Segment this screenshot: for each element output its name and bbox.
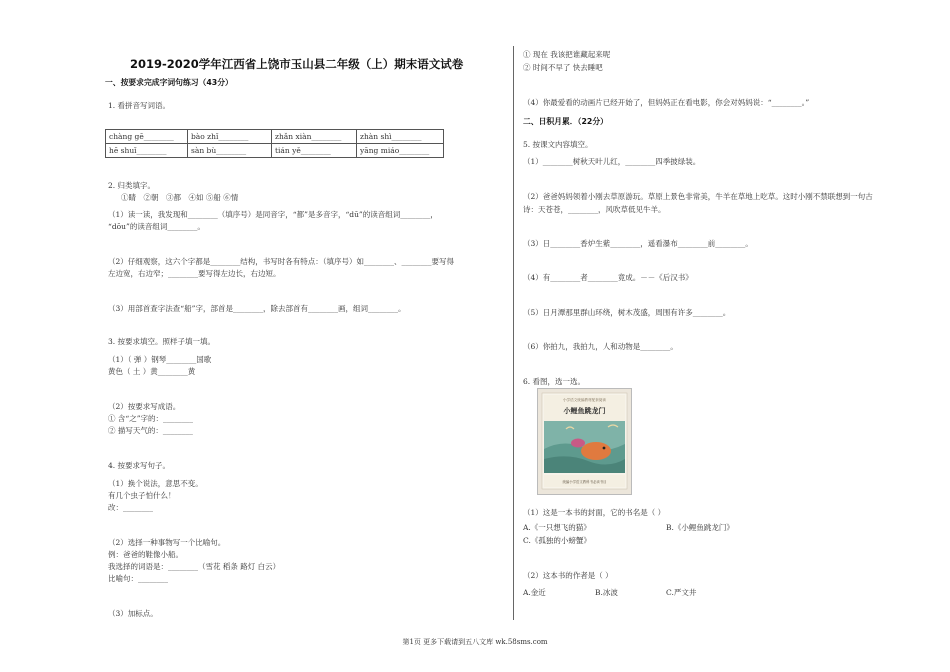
book-publisher-label: 统编小学语文教科书必读书目	[562, 480, 607, 484]
question-3: 3. 按要求填空。照样子填一填。	[108, 337, 216, 346]
question-4-2-choice: 我选择的词语是：________（雪花 稻条 路灯 白云）	[108, 562, 281, 571]
book-series-label: 小学语文统编教材配套阅读	[562, 398, 607, 402]
question-6-2: （2）这本书的作者是（ ）	[523, 571, 613, 580]
page-title: 2019-2020学年江西省上饶市玉山县二年级（上）期末语文试卷	[130, 57, 464, 71]
pinyin-cell: bào zhǐ________	[188, 130, 272, 144]
pinyin-cell: tián yě________	[272, 144, 357, 158]
question-4-4: （4）你最爱看的动画片已经开始了，但妈妈正在看电影，你会对妈妈说：“________。”	[523, 98, 810, 107]
question-2-3: （3）用部首查字法查“船”字，部首是________，除去部首有________画，组词________。	[108, 304, 406, 313]
question-3-2: （2）按要求写成语。	[108, 402, 181, 411]
question-4-1: （1）换个说法，意思不变。	[108, 479, 203, 488]
question-3-2-b: ② 描写天气的：________	[108, 426, 193, 435]
option-6-2-a: A.金近	[523, 588, 546, 597]
pinyin-cell: chàng gē________	[106, 130, 188, 144]
punctuation-sentence-1: ① 现在 我该把谁藏起来呢	[523, 50, 611, 59]
option-6-1-c: C.《孤独的小螃蟹》	[523, 536, 591, 545]
question-4-2: （2）选择一种事物写一个比喻句。	[108, 538, 226, 547]
section-2-heading: 二、日积月累．（22分）	[523, 117, 608, 126]
pinyin-cell: sàn bù________	[188, 144, 272, 158]
question-5-3: （3）日________香炉生紫________，遥看瀑布________前________。	[523, 239, 753, 248]
question-4-1-sentence: 有几个虫子怕什么！	[108, 491, 176, 500]
punctuation-sentence-2: ② 时间不早了 快去睡吧	[523, 63, 603, 72]
question-5-1: （1）________树秋天叶儿红，________四季披绿装。	[523, 157, 701, 166]
question-5-5: （5）日月潭那里群山环绕，树木茂盛，周围有许多________。	[523, 308, 731, 317]
pinyin-cell: zhàn shì________	[357, 130, 444, 144]
question-1: 1. 看拼音写词语。	[108, 101, 171, 110]
option-6-1-a: A.《一只想飞的猫》	[523, 523, 591, 532]
question-2-1-line-1: （1）读一读，我发现和________（填序号）是同音字，“都”是多音字，“dū”的读音组词________，	[108, 210, 438, 219]
question-2-options: ①睛 ②朝 ③都 ④如 ⑤船 ⑥情	[121, 193, 239, 202]
pinyin-table	[105, 129, 444, 158]
question-2-2-line-2: 左边宽，右边窄；________要写得左边长，右边短。	[108, 269, 281, 278]
book-cover-illustration	[538, 389, 631, 494]
question-5-2-line-2: 诗：天苍苍，________，风吹草低见牛羊。	[523, 205, 666, 214]
page-footer: 第1页 更多下载请到五八文库 wk.58sms.com	[402, 638, 548, 646]
question-6-1: （1）这是一本书的封面，它的书名是（ ）	[523, 508, 666, 517]
question-6: 6. 看图，选一选。	[523, 377, 586, 386]
book-cover-image	[537, 388, 632, 495]
question-4: 4. 按要求写句子。	[108, 461, 171, 470]
question-4-1-answer: 改：________	[108, 503, 153, 512]
table-row	[106, 130, 444, 144]
question-5-4: （4）有________者________竟成。－－《后汉书》	[523, 273, 693, 282]
question-2-2-line-1: （2）仔细观察，这六个字都是________结构，书写时各有特点：（填序号）如________、________要写得	[108, 257, 455, 266]
pinyin-cell: yāng miáo________	[357, 144, 444, 158]
question-5-2-line-1: （2）爸爸妈妈领着小刚去草原游玩。草原上景色非常美，牛羊在草地上吃草。这时小刚不禁联想到一句古	[523, 192, 873, 201]
question-4-3: （3）加标点。	[108, 609, 158, 618]
question-3-2-a: ① 含“之”字的：________	[108, 414, 194, 423]
question-4-2-example: 例：爸爸的鞋像小船。	[108, 550, 183, 559]
column-divider	[513, 46, 514, 620]
book-title-text: 小鲤鱼跳龙门	[563, 407, 606, 415]
question-5-6: （6）你拍九，我拍九，人和动物是________。	[523, 342, 678, 351]
question-3-1-line-1: （1）（ 弹 ）钢琴________国歌	[108, 355, 212, 364]
question-3-1-line-2: 黄色（ 土 ）黄________黄	[108, 367, 196, 376]
pinyin-cell: hē shuǐ________	[106, 144, 188, 158]
question-4-2-answer: 比喻句：________	[108, 574, 168, 583]
option-6-2-c: C.严文井	[666, 588, 697, 597]
question-5: 5. 按课文内容填空。	[523, 140, 593, 149]
section-1-heading: 一、按要求完成字词句练习（43分）	[105, 78, 233, 87]
table-row	[106, 144, 444, 158]
option-6-2-b: B.冰波	[595, 588, 618, 597]
pinyin-cell: zhǎn xiàn________	[272, 130, 357, 144]
option-6-1-b: B.《小鲤鱼跳龙门》	[666, 523, 734, 532]
question-2-1-line-2: “dōu”的读音组词________。	[108, 222, 205, 231]
question-2: 2. 归类填字。	[108, 181, 156, 190]
